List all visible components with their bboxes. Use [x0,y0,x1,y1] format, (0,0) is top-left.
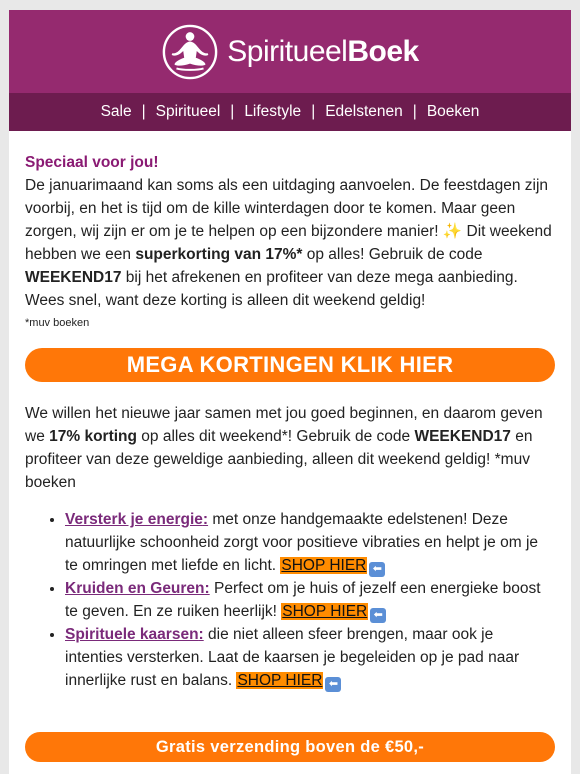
nav-item-spiritueel[interactable]: Spiritueel [155,103,221,120]
arrow-left-icon: ⬅ [369,562,385,577]
link-kruiden-geuren[interactable]: Kruiden en Geuren [65,580,205,597]
link-colon: : [204,580,210,597]
intro-text-1: De januarimaand kan soms als een uitdaging aanvoelen. De feestdagen zijn voorbij, en het is tijd om de kille winterdagen door te komen. Maar geen zorgen, wij zijn er om je te helpen op een bijzondere manier! [25,177,549,240]
brand-bold: Boek [347,34,419,68]
list-item [65,623,555,692]
discount-code: WEEKEND17 [25,269,122,286]
free-shipping-button[interactable]: Gratis verzending boven de €50,- [25,732,555,762]
nav-separator: | [412,103,417,120]
header-banner [9,10,571,93]
shop-hier-link[interactable]: SHOP HIER [281,557,367,574]
list-item [65,577,555,623]
intro-text-3: op alles! Gebruik de code [302,246,483,263]
nav-separator: | [311,103,316,120]
meditating-figure-icon [161,23,219,81]
shop-hier-link[interactable]: SHOP HIER [282,603,368,620]
intro-paragraph [25,174,555,312]
product-list [25,508,555,692]
email-container [9,10,571,774]
list-item-text: die niet alleen sfeer brengen, maar ook je intenties versterken. Laat de kaarsen je begeleiden op je pad naar innerlijke rust en balans. [65,626,520,689]
nav-item-boeken[interactable]: Boeken [426,103,480,120]
nav-separator: | [141,103,146,120]
sparkle-icon: ✨ [442,223,463,240]
nav-bar [9,93,571,131]
second-text-3: en profiteer van deze geweldige aanbieding, alleen dit weekend geldig! *muv boeken [25,428,533,491]
discount-highlight: superkorting van 17%* [135,246,303,263]
footnote: *muv boeken [25,317,90,329]
mega-kortingen-button[interactable]: MEGA KORTINGEN KLIK HIER [25,348,555,382]
link-versterk-energie[interactable]: Versterk je energie [65,511,203,528]
link-colon: : [198,626,204,643]
shop-hier-link[interactable]: SHOP HIER [237,672,323,689]
nav-separator: | [230,103,235,120]
second-code: WEEKEND17 [414,428,511,445]
list-item-text: Perfect om je huis of jezelf een energieke boost te geven. En ze ruiken heerlijk! [65,580,541,620]
intro-text-4: bij het afrekenen en profiteer van deze mega aanbieding. Wees snel, want deze korting is alleen dit weekend geldig! [25,269,518,309]
nav-item-sale[interactable]: Sale [100,103,132,120]
intro-heading: Speciaal voor jou! [25,154,159,171]
second-text-2: op alles dit weekend*! Gebruik de code [136,428,415,445]
link-spirituele-kaarsen[interactable]: Spirituele kaarsen [65,626,199,643]
logo[interactable] [161,23,418,81]
brand-light: Spiritueel [227,34,348,68]
brand-name [227,35,418,69]
second-text-1: We willen het nieuwe jaar samen met jou goed beginnen, en daarom geven we [25,405,543,445]
email-body [9,131,571,762]
second-discount: 17% korting [49,428,137,445]
nav-item-edelstenen[interactable]: Edelstenen [325,103,403,120]
nav-item-lifestyle[interactable]: Lifestyle [244,103,302,120]
arrow-left-icon: ⬅ [325,677,341,692]
link-colon: : [202,511,209,528]
arrow-left-icon: ⬅ [370,608,386,623]
second-paragraph [25,402,555,494]
list-item [65,508,555,577]
list-item-text: met onze handgemaakte edelstenen! Deze natuurlijke schoonheid zorgt voor positieve vibraties en helpt je om je te omringen met liefde en licht. [65,511,539,574]
intro-text-2: Dit weekend hebben we een [25,223,552,263]
